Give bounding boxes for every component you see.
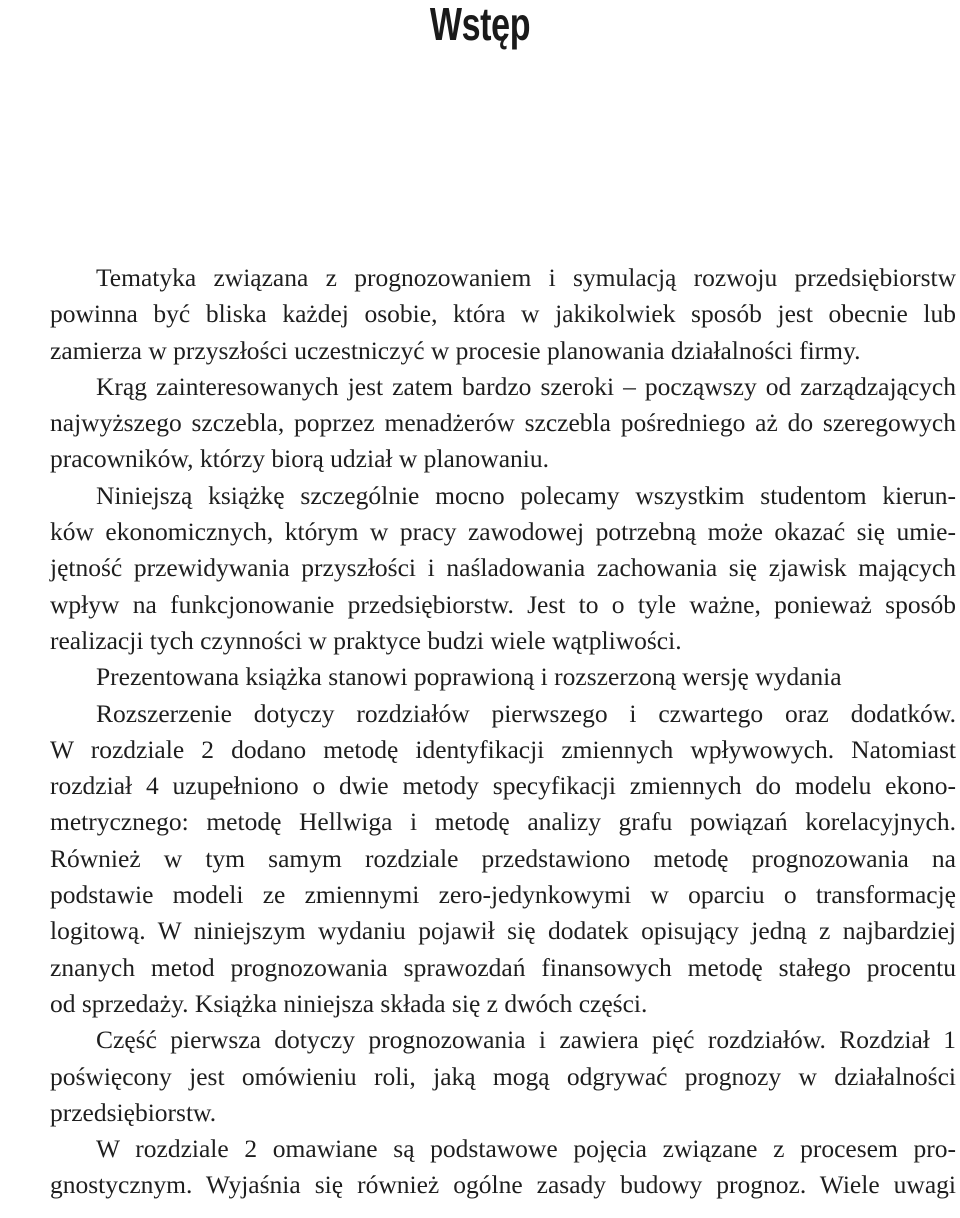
text-line: poświęcony jest omówieniu roli, jaką mogą odgrywać prognozy w działalności bbox=[50, 1061, 956, 1091]
page-title: Wstęp bbox=[429, 0, 531, 50]
text-line: powinna być bliska każdej osobie, która w jakikolwiek sposób jest obecnie lub bbox=[50, 299, 956, 329]
text-line: Również w tym samym rozdziale przedstawiono metodę prognozowania na bbox=[50, 843, 956, 873]
text-line: znanych metod prognozowania sprawozdań finansowych metodę stałego procentu bbox=[50, 952, 956, 982]
text-line: najwyższego szczebla, poprzez menadżerów szczebla pośredniego aż do szeregowych bbox=[50, 408, 956, 438]
paragraph bbox=[4, 369, 956, 478]
text-line: zamierza w przyszłości uczestniczyć w procesie planowania działalności firmy. bbox=[50, 335, 861, 365]
text-line: realizacji tych czynności w praktyce budzi wiele wątpliwości. bbox=[50, 625, 682, 655]
text-line: Krąg zainteresowanych jest zatem bardzo szeroki – począwszy od zarządzających bbox=[96, 371, 956, 401]
text-line: W rozdziale 2 dodano metodę identyfikacji zmiennych wpływowych. Natomiast bbox=[50, 734, 956, 764]
text-line: W rozdziale 2 omawiane są podstawowe pojęcia związane z procesem pro- bbox=[96, 1134, 956, 1164]
text-line: od sprzedaży. Książka niniejsza składa się z dwóch części. bbox=[50, 988, 648, 1018]
paragraph bbox=[4, 1131, 956, 1204]
text-line: ków ekonomicznych, którym w pracy zawodowej potrzebną może okazać się umie- bbox=[50, 517, 956, 547]
text-line: pracowników, którzy biorą udział w planowaniu. bbox=[50, 444, 549, 474]
paragraph bbox=[4, 1022, 956, 1131]
text-line: logitową. W niniejszym wydaniu pojawił się dodatek opisujący jedną z najbardziej bbox=[50, 916, 956, 946]
text-line: Tematyka związana z prognozowaniem i symulacją rozwoju przedsiębiorstw bbox=[96, 263, 956, 292]
paragraph bbox=[4, 260, 956, 369]
text-line: Rozszerzenie dotyczy rozdziałów pierwszego i czwartego oraz dodatków. bbox=[96, 698, 956, 728]
text-line: podstawie modeli ze zmiennymi zero-jedynkowymi w oparciu o transformację bbox=[50, 880, 956, 910]
text-line: Prezentowana książka stanowi poprawioną i rozszerzoną wersję wydania bbox=[96, 662, 842, 692]
text-line: jętność przewidywania przyszłości i naśladowania zachowania się zjawisk mających bbox=[50, 553, 956, 583]
text-line: wpływ na funkcjonowanie przedsiębiorstw. Jest to o tyle ważne, ponieważ sposób bbox=[50, 589, 956, 619]
text-line: przedsiębiorstw. bbox=[50, 1097, 217, 1127]
text-line: Część pierwsza dotyczy prognozowania i zawiera pięć rozdziałów. Rozdział 1 bbox=[96, 1025, 956, 1055]
text-line: metrycznego: metodę Hellwiga i metodę analizy grafu powiązań korelacyjnych. bbox=[50, 807, 956, 837]
text-line: Niniejszą książkę szczególnie mocno polecamy wszystkim studentom kierun- bbox=[96, 480, 956, 510]
body-text bbox=[4, 260, 956, 1204]
paragraph bbox=[4, 478, 956, 659]
text-line: rozdział 4 uzupełniono o dwie metody specyfikacji zmiennych do modelu ekono- bbox=[50, 771, 956, 801]
text-line: gnostycznym. Wyjaśnia się również ogólne zasady budowy prognoz. Wiele uwagi bbox=[50, 1170, 956, 1200]
paragraph bbox=[4, 659, 956, 1022]
